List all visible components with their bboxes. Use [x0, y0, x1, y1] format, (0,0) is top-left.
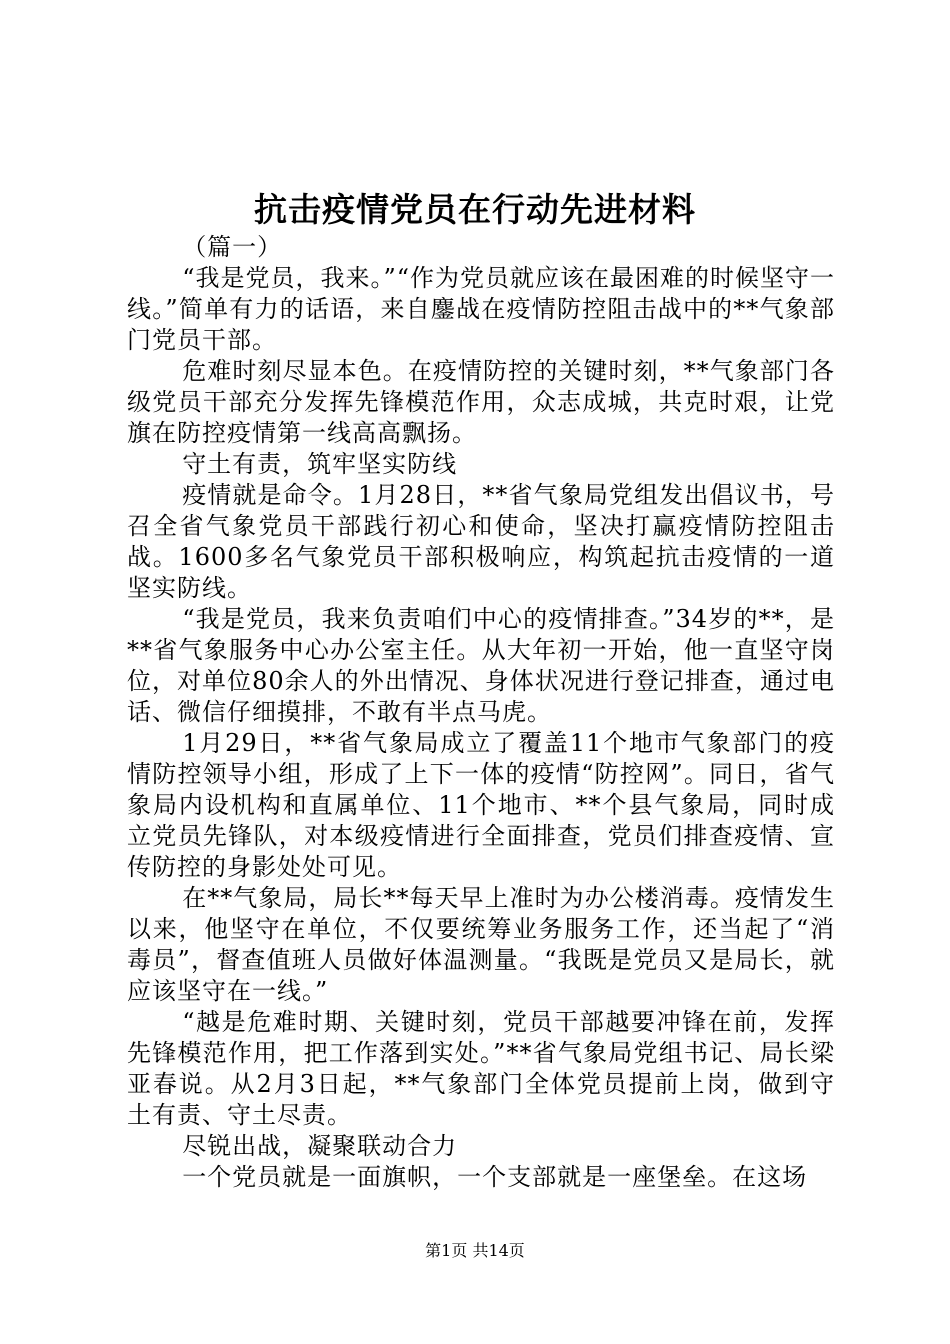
paragraph: “越是危难时期、关键时刻，党员干部越要冲锋在前，发挥先锋模范作用，把工作落到实处。”**省气象局党组书记、局长梁亚春说。从2月3日起，**气象部门全体党员提前上岗，做到守土有责、守土尽责。: [127, 1008, 835, 1129]
subheading: 尽锐出战，凝聚联动合力: [182, 1132, 458, 1160]
section-label: （篇一）: [182, 233, 283, 261]
document-title: 抗击疫情党员在行动先进材料: [254, 190, 696, 229]
paragraph: 疫情就是命令。1月28日，**省气象局党组发出倡议书，号召全省气象党员干部践行初心和使命，坚决打赢疫情防控阻击战。1600多名气象党员干部积极响应，构筑起抗击疫情的一道坚实防线。: [127, 481, 835, 602]
page-footer: 第1页 共14页: [425, 1241, 525, 1260]
paragraph: 在**气象局，局长**每天早上准时为办公楼消毒。疫情发生以来，他坚守在单位，不仅要统筹业务服务工作，还当起了“消毒员”，督查值班人员做好体温测量。“我既是党员又是局长，就应该坚守在一线。”: [127, 884, 835, 1005]
paragraph: “我是党员，我来负责咱们中心的疫情排查。”34岁的**，是**省气象服务中心办公室主任。从大年初一开始，他一直坚守岗位，对单位80余人的外出情况、身体状况进行登记排查，通过电话、微信仔细摸排，不敢有半点马虎。: [127, 605, 835, 726]
paragraph: 一个党员就是一面旗帜，一个支部就是一座堡垒。在这场: [182, 1163, 808, 1191]
subheading: 守土有责，筑牢坚实防线: [182, 450, 458, 478]
paragraph: 1月29日，**省气象局成立了覆盖11个地市气象部门的疫情防控领导小组，形成了上下一体的疫情“防控网”。同日，省气象局内设机构和直属单位、11个地市、**个县气象局，同时成立党员先锋队，对本级疫情进行全面排查，党员们排查疫情、宣传防控的身影处处可见。: [127, 729, 835, 881]
document-body: [127, 232, 835, 1193]
paragraph: “我是党员，我来。”“作为党员就应该在最困难的时候坚守一线。”简单有力的话语，来自鏖战在疫情防控阻击战中的**气象部门党员干部。: [127, 264, 835, 354]
paragraph: 危难时刻尽显本色。在疫情防控的关键时刻，**气象部门各级党员干部充分发挥先锋模范作用，众志成城，共克时艰，让党旗在防控疫情第一线高高飘扬。: [127, 357, 835, 447]
